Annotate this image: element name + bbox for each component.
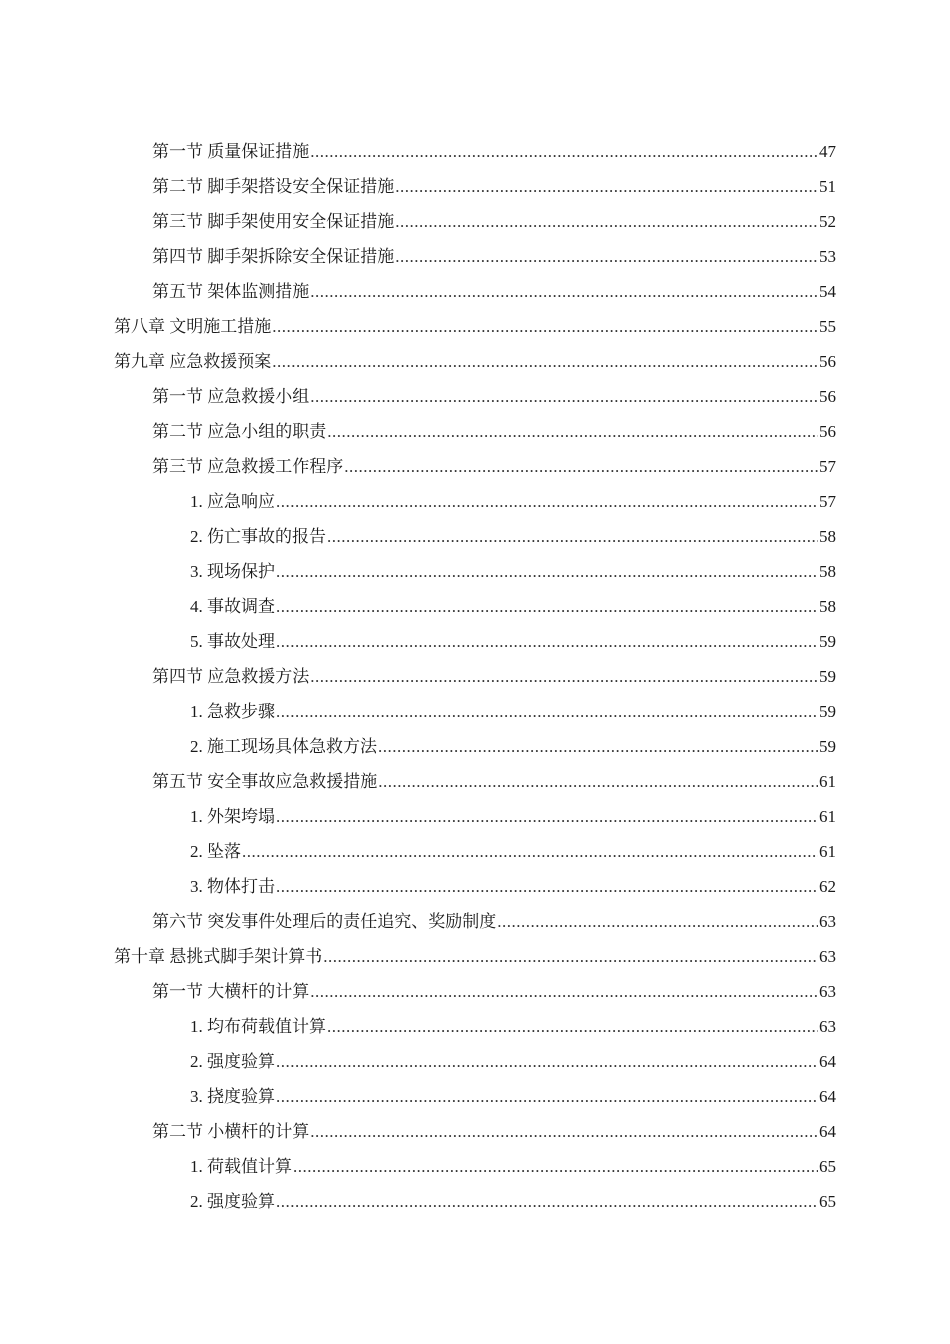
toc-dot-leader — [310, 981, 818, 1003]
toc-subentry[interactable] — [0, 1073, 950, 1108]
toc-entry-page: 56 — [819, 387, 836, 406]
toc-entry-title: 1. 外架垮塌 — [190, 807, 275, 826]
toc-entry-page: 59 — [819, 702, 836, 721]
toc-entry-page: 62 — [819, 877, 836, 896]
toc-dot-leader — [276, 806, 818, 828]
toc-entry[interactable] — [0, 443, 950, 478]
toc-entry[interactable] — [0, 1108, 950, 1143]
toc-dot-leader — [310, 141, 818, 163]
toc-entry-title: 第一节 质量保证措施 — [152, 142, 310, 161]
toc-entry-page: 59 — [819, 632, 836, 651]
toc-chapter-entry[interactable] — [0, 303, 950, 338]
toc-dot-leader — [293, 1156, 818, 1178]
toc-entry-title: 第十章 悬挑式脚手架计算书 — [114, 947, 323, 966]
toc-entry-title: 第三节 应急救援工作程序 — [152, 457, 344, 476]
toc-entry-title: 2. 施工现场具体急救方法 — [190, 737, 377, 756]
toc-entry-page: 65 — [819, 1157, 836, 1176]
toc-entry-title: 第一节 应急救援小组 — [152, 387, 310, 406]
toc-dot-leader — [276, 631, 818, 653]
toc-entry-title: 第五节 架体监测措施 — [152, 282, 310, 301]
toc-entry-page: 52 — [819, 212, 836, 231]
toc-entry-page: 63 — [819, 947, 836, 966]
toc-entry-page: 56 — [819, 422, 836, 441]
toc-entry-page: 55 — [819, 317, 836, 336]
toc-entry-title: 2. 伤亡事故的报告 — [190, 527, 326, 546]
toc-entry-title: 1. 荷载值计算 — [190, 1157, 292, 1176]
toc-entry-page: 56 — [819, 352, 836, 371]
toc-subentry[interactable] — [0, 723, 950, 758]
toc-entry-page: 57 — [819, 492, 836, 511]
toc-entry-page: 64 — [819, 1122, 836, 1141]
toc-entry-title: 第四节 应急救援方法 — [152, 667, 310, 686]
toc-entry-page: 63 — [819, 1017, 836, 1036]
toc-dot-leader — [327, 526, 818, 548]
toc-entry[interactable] — [0, 408, 950, 443]
toc-dot-leader — [276, 1051, 818, 1073]
toc-entry-page: 65 — [819, 1192, 836, 1211]
toc-dot-leader — [276, 1086, 818, 1108]
toc-entry-page: 59 — [819, 737, 836, 756]
toc-dot-leader — [310, 1121, 818, 1143]
toc-entry-page: 47 — [819, 142, 836, 161]
toc-subentry[interactable] — [0, 1038, 950, 1073]
table-of-contents — [0, 128, 950, 1213]
toc-subentry[interactable] — [0, 863, 950, 898]
toc-dot-leader — [276, 701, 818, 723]
toc-dot-leader — [276, 561, 818, 583]
toc-entry[interactable] — [0, 163, 950, 198]
toc-entry-page: 63 — [819, 912, 836, 931]
toc-dot-leader — [276, 491, 818, 513]
toc-subentry[interactable] — [0, 478, 950, 513]
toc-entry-title: 第二节 小横杆的计算 — [152, 1122, 310, 1141]
toc-dot-leader — [497, 911, 818, 933]
toc-subentry[interactable] — [0, 793, 950, 828]
toc-chapter-entry[interactable] — [0, 933, 950, 968]
toc-dot-leader — [327, 421, 818, 443]
toc-dot-leader — [327, 1016, 818, 1038]
toc-entry-title: 第五节 安全事故应急救援措施 — [152, 772, 378, 791]
toc-entry-title: 4. 事故调查 — [190, 597, 275, 616]
toc-dot-leader — [276, 596, 818, 618]
toc-entry[interactable] — [0, 898, 950, 933]
toc-entry-title: 2. 坠落 — [190, 842, 241, 861]
toc-entry-title: 1. 急救步骤 — [190, 702, 275, 721]
toc-entry-title: 第九章 应急救援预案 — [114, 352, 272, 371]
toc-entry-page: 61 — [819, 842, 836, 861]
toc-subentry[interactable] — [0, 828, 950, 863]
toc-dot-leader — [310, 281, 818, 303]
toc-dot-leader — [378, 736, 818, 758]
toc-dot-leader — [378, 771, 818, 793]
toc-entry-page: 61 — [819, 807, 836, 826]
toc-entry-title: 第四节 脚手架拆除安全保证措施 — [152, 247, 395, 266]
toc-subentry[interactable] — [0, 1178, 950, 1213]
toc-entry[interactable] — [0, 373, 950, 408]
toc-entry-page: 54 — [819, 282, 836, 301]
toc-subentry[interactable] — [0, 688, 950, 723]
toc-dot-leader — [395, 211, 818, 233]
toc-dot-leader — [272, 316, 818, 338]
toc-entry-title: 3. 挠度验算 — [190, 1087, 275, 1106]
toc-entry-title: 第三节 脚手架使用安全保证措施 — [152, 212, 395, 231]
toc-dot-leader — [323, 946, 818, 968]
toc-entry-page: 58 — [819, 562, 836, 581]
toc-entry-page: 57 — [819, 457, 836, 476]
toc-subentry[interactable] — [0, 1143, 950, 1178]
toc-entry-title: 1. 应急响应 — [190, 492, 275, 511]
toc-dot-leader — [395, 246, 818, 268]
toc-dot-leader — [344, 456, 818, 478]
toc-entry[interactable] — [0, 128, 950, 163]
toc-entry-title: 第八章 文明施工措施 — [114, 317, 272, 336]
toc-entry-title: 第二节 应急小组的职责 — [152, 422, 327, 441]
toc-entry-page: 51 — [819, 177, 836, 196]
toc-entry-title: 3. 现场保护 — [190, 562, 275, 581]
toc-entry-page: 61 — [819, 772, 836, 791]
toc-subentry[interactable] — [0, 583, 950, 618]
toc-entry-title: 第六节 突发事件处理后的责任追究、奖励制度 — [152, 912, 497, 931]
toc-entry[interactable] — [0, 268, 950, 303]
toc-entry[interactable] — [0, 653, 950, 688]
toc-entry-page: 63 — [819, 982, 836, 1001]
toc-entry-title: 1. 均布荷载值计算 — [190, 1017, 326, 1036]
toc-dot-leader — [395, 176, 818, 198]
toc-entry-title: 第二节 脚手架搭设安全保证措施 — [152, 177, 395, 196]
toc-subentry[interactable] — [0, 618, 950, 653]
toc-subentry[interactable] — [0, 513, 950, 548]
toc-entry-title: 第一节 大横杆的计算 — [152, 982, 310, 1001]
toc-entry[interactable] — [0, 968, 950, 1003]
toc-entry-page: 64 — [819, 1087, 836, 1106]
toc-entry-page: 58 — [819, 597, 836, 616]
toc-subentry[interactable] — [0, 548, 950, 583]
toc-entry-page: 58 — [819, 527, 836, 546]
toc-entry-page: 59 — [819, 667, 836, 686]
toc-entry-page: 64 — [819, 1052, 836, 1071]
toc-dot-leader — [272, 351, 818, 373]
toc-entry-title: 5. 事故处理 — [190, 632, 275, 651]
toc-dot-leader — [276, 876, 818, 898]
toc-dot-leader — [242, 841, 818, 863]
toc-dot-leader — [310, 666, 818, 688]
toc-dot-leader — [276, 1191, 818, 1213]
toc-entry[interactable] — [0, 233, 950, 268]
toc-entry-title: 2. 强度验算 — [190, 1192, 275, 1211]
toc-dot-leader — [310, 386, 818, 408]
toc-entry-title: 3. 物体打击 — [190, 877, 275, 896]
toc-entry[interactable] — [0, 758, 950, 793]
toc-entry-page: 53 — [819, 247, 836, 266]
toc-entry[interactable] — [0, 198, 950, 233]
toc-entry-title: 2. 强度验算 — [190, 1052, 275, 1071]
toc-chapter-entry[interactable] — [0, 338, 950, 373]
toc-subentry[interactable] — [0, 1003, 950, 1038]
